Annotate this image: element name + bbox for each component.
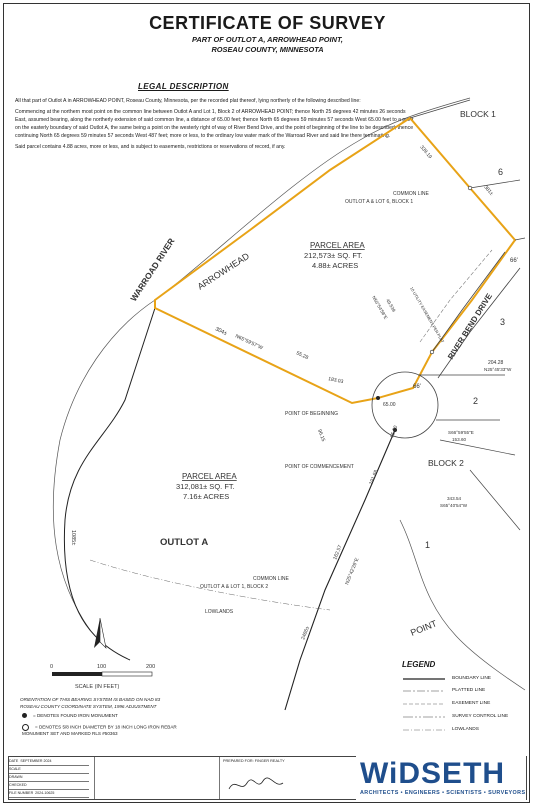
- lot1-label: 1: [425, 540, 431, 550]
- lowlands-label: LOWLANDS: [205, 609, 234, 615]
- tb-file-row: [9, 789, 89, 798]
- dim-10858: 1085±: [70, 530, 76, 546]
- easement-line: [420, 250, 492, 342]
- dim-n25b: N25°45'33"W: [484, 367, 512, 372]
- orientation-note: ORIENTATION OF THIS BEARING SYSTEM IS BASED ON NAD 83 ROSEAU COUNTY COORDINATE SYSTEM, 1996 ADJUSTMENT: [20, 697, 161, 709]
- monument-found-note: [22, 713, 118, 719]
- tb-prepared-for: PREPARED FOR: FINGER REALTY: [223, 759, 285, 763]
- widseth-logo: [356, 756, 526, 800]
- tb-date-label: DATE: [9, 759, 19, 763]
- legal-paragraph-2: Commencing at the northern most point on the common line between Outlot A and Lot 1, Block 2 of ARROWHEAD POINT; thence North 25 degrees 42 minutes 26 seconds East, assumed bearing, along the northerly extension of said common line, a distance of 65.00 feet; thence North 65 degrees 59 minutes 57 seconds West 65.00 feet to a point on the easterly boundary of said Outlot A, the same being a point on the westerly right of way of River Bend Drive, and the point of beginning of the line to be described; thence continuing North 65 degrees 59 minutes 57 seconds West 487 feet; more or less, to the ordinary low water mark of the Warroad River and said line there terminating.: [15, 109, 414, 139]
- common-line-1-detail: OUTLOT A & LOT 6, BLOCK 1: [345, 199, 414, 205]
- surveyor-signature: [227, 775, 287, 795]
- dim-n56: N56°54'58"E: [371, 295, 389, 321]
- legend-survey-control-line: SURVEY CONTROL LINE: [452, 714, 509, 719]
- scale-tick-200: 200: [146, 664, 156, 670]
- legend-lowlands: LOWLANDS: [452, 727, 479, 732]
- dim-66b: 66': [413, 384, 421, 390]
- dim-s65: S65°40'54"W: [440, 503, 468, 508]
- legend-boundary-line: BOUNDARY LINE: [452, 676, 492, 681]
- dim-2486: 2486±: [300, 625, 312, 641]
- dim-n2542: N25°42'26"E: [344, 557, 361, 586]
- corner-monument-2: [468, 186, 472, 190]
- subtitle-line-1: PART OF OUTLOT A, ARROWHEAD POINT,: [192, 35, 343, 44]
- parcel2-acres: 7.16± ACRES: [183, 492, 230, 501]
- pob-label: POINT OF BEGINNING: [285, 411, 338, 417]
- dim-s6659: S66°59'55"E: [448, 430, 474, 435]
- legal-description-heading: LEGAL DESCRIPTION: [138, 82, 229, 91]
- common-line-2-detail: OUTLOT A & LOT 1, BLOCK 2: [200, 584, 269, 590]
- scale-bar: [50, 664, 155, 690]
- dim-6500a: 65.00: [383, 402, 396, 408]
- common-line-2-title: COMMON LINE: [253, 576, 289, 582]
- set-monument-icon: [22, 724, 29, 731]
- legal-paragraph-3: Said parcel contains 4.88 acres, more or less, and is subject to easements, restrictions or reservations of record, if any.: [15, 144, 286, 150]
- tb-date-value: SEPTEMBER 2024: [20, 759, 52, 763]
- dim-304: 304±: [214, 326, 228, 337]
- lot6-label: 6: [498, 167, 504, 177]
- svg-text:N: N: [97, 631, 101, 637]
- block1-lot-line: [410, 100, 525, 240]
- dim-18303: 183.03: [327, 376, 344, 386]
- parcel2-sqft: 312,081± SQ. FT.: [176, 482, 235, 491]
- pob-monument: [376, 396, 380, 400]
- dim-33919: 339.19: [418, 144, 433, 161]
- tb-file-value: 2024-10625: [35, 791, 55, 795]
- warroad-river-label: WARROAD RIVER: [128, 236, 177, 304]
- tb-checked-label: CHECKED: [9, 783, 27, 787]
- block1-label: BLOCK 1: [460, 109, 496, 119]
- legend-easement-line: EASEMENT LINE: [452, 701, 491, 706]
- tb-scale-label: SCALE: [9, 767, 21, 771]
- monument-set-note: [22, 724, 192, 737]
- river-bend-drive-label: RIVER BEND DRIVE: [446, 291, 494, 362]
- dim-34354: 343.54: [447, 496, 462, 501]
- corner-monument: [430, 350, 434, 354]
- company-tagline: ARCHITECTS • ENGINEERS • SCIENTISTS • SURVEYORS: [360, 790, 526, 796]
- river-bend-drive-east-row: [438, 268, 520, 378]
- cul-de-sac: [372, 372, 438, 438]
- dim-9615: 96.15: [316, 428, 327, 443]
- subtitle-line-2: ROSEAU COUNTY, MINNESOTA: [211, 45, 324, 54]
- dim-15360: 153.60: [452, 437, 467, 442]
- dim-6500b: 65.00: [389, 424, 400, 439]
- parcel1-acres: 4.88± ACRES: [312, 261, 359, 270]
- point-label: POINT: [409, 618, 439, 638]
- legend-platted-line: PLATTED LINE: [452, 688, 486, 693]
- found-monument-text: = DENOTES FOUND IRON MONUMENT: [33, 713, 118, 718]
- dim-16257: 162.57: [332, 544, 344, 561]
- dim-20428: 204.28: [488, 360, 504, 366]
- arrowhead-label: ARROWHEAD: [195, 250, 252, 292]
- scale-tick-0: 0: [50, 664, 54, 670]
- dim-bearing-main: N65°59'57"W: [234, 333, 264, 352]
- set-monument-text: = DENOTES 5/8 INCH DIAMETER BY 18 INCH LONG IRON REBAR MONUMENT SET AND MARKED RLS #50363: [22, 724, 177, 736]
- poc-label: POINT OF COMMENCEMENT: [285, 464, 354, 470]
- legal-paragraph-1: All that part of Outlot A in ARROWHEAD POINT, Roseau County, Minnesota, per the recorded plat thereof, lying northerly of the following described line:: [15, 98, 361, 104]
- dim-38117: 381±: [482, 184, 495, 197]
- dim-easement: 10 UTILITY EASEMENT PER PLAT: [409, 286, 446, 344]
- tb-divider-2: [219, 757, 220, 799]
- lot2-label: 2: [473, 396, 479, 406]
- dim-19168: 191.68: [368, 469, 380, 486]
- lot3-label: 3: [500, 317, 506, 327]
- dim-49539: 49.539: [385, 298, 397, 313]
- block2-lot-lines: [418, 375, 520, 530]
- found-monument-icon: [22, 713, 27, 718]
- document-title: CERTIFICATE OF SURVEY: [149, 13, 386, 33]
- tb-divider-1: [94, 757, 95, 799]
- block2-label: BLOCK 2: [428, 458, 464, 468]
- parcel1-title: PARCEL AREA: [310, 241, 365, 250]
- dim-5528: 55.28: [295, 350, 310, 362]
- north-arrow-icon: [94, 618, 106, 648]
- outlot-lower-boundary: [64, 308, 155, 660]
- scale-tick-100: 100: [97, 664, 107, 670]
- dim-66a: 66': [510, 258, 518, 264]
- outlot-a-label: OUTLOT A: [160, 537, 209, 548]
- parcel2-title: PARCEL AREA: [182, 472, 237, 481]
- parcel1-sqft: 212,573± SQ. FT.: [304, 251, 363, 260]
- company-name: WiDSETH: [360, 757, 506, 790]
- scale-caption: SCALE (IN FEET): [75, 684, 120, 690]
- common-line-1-title: COMMON LINE: [393, 191, 429, 197]
- tb-drawn-label: DRAWN: [9, 775, 23, 779]
- legend-title: LEGEND: [402, 660, 436, 669]
- tb-file-label: FILE NUMBER: [9, 791, 34, 795]
- legend-lines: [403, 679, 445, 730]
